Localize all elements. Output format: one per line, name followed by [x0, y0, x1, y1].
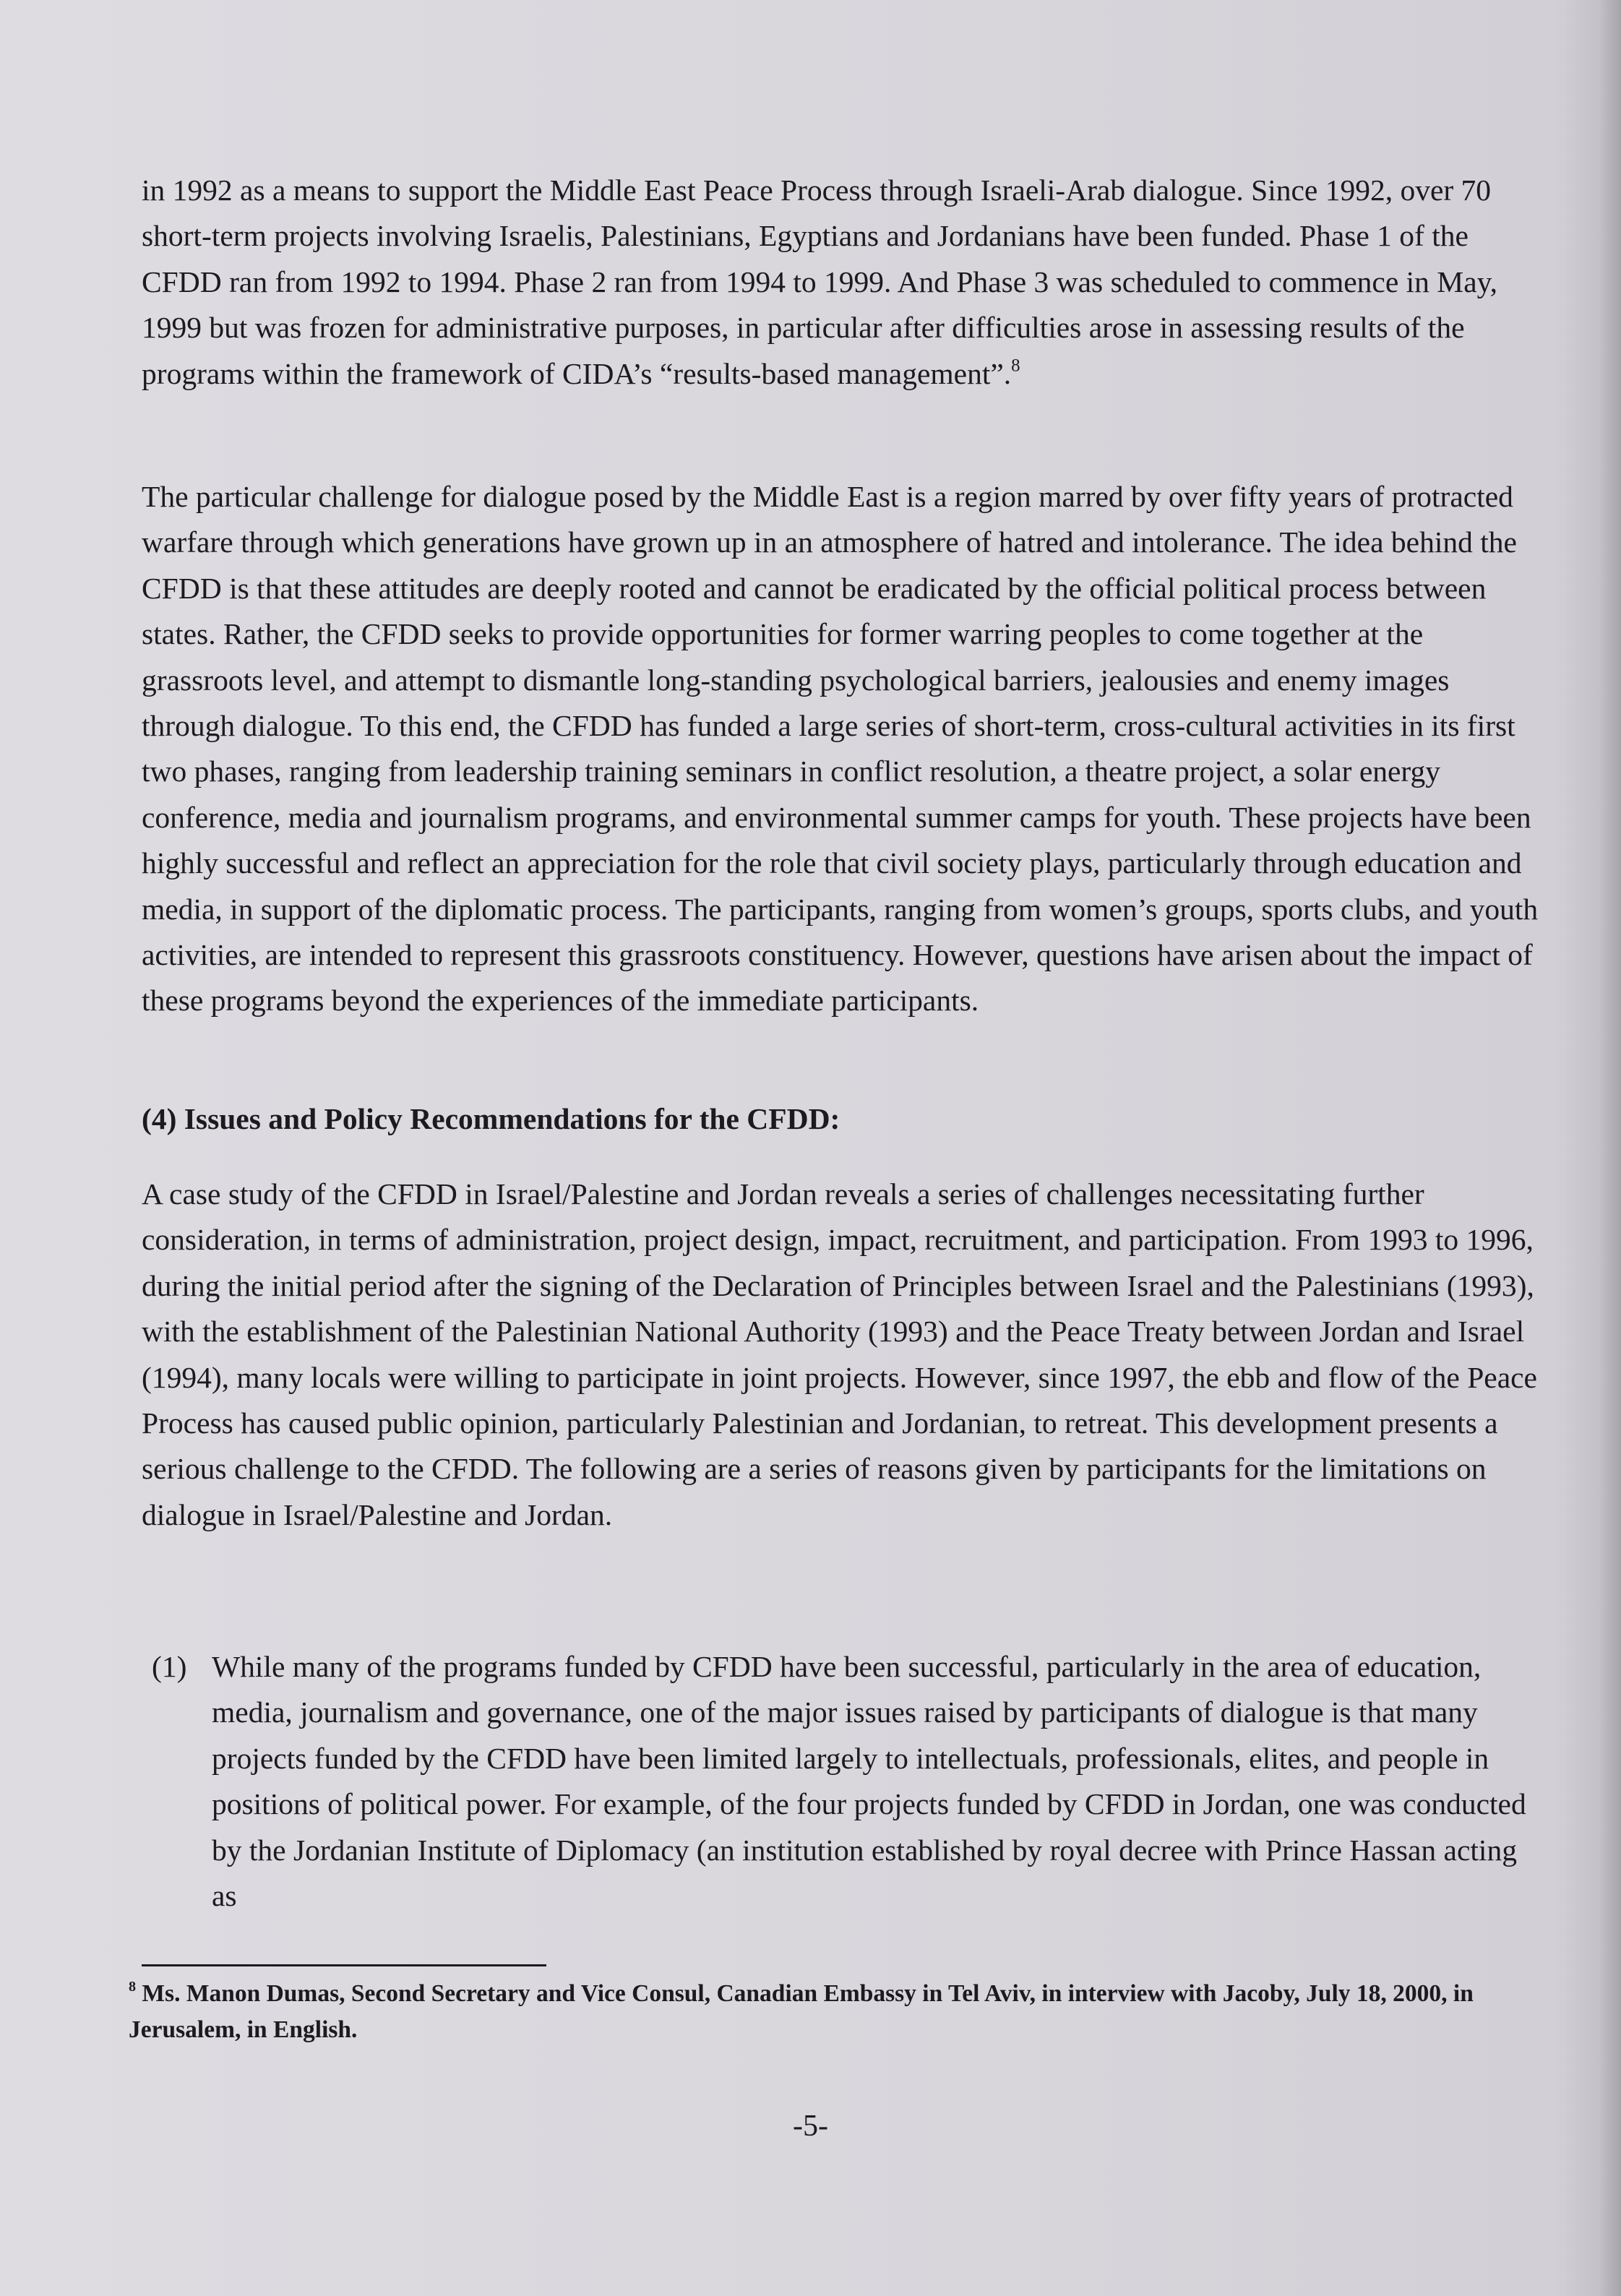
list-item-marker: (1): [152, 1650, 187, 1683]
paragraph-1-text: in 1992 as a means to support the Middle East Peace Process through Israeli-Arab dialogue. Since 1992, over 70 short-term projects involving Israelis, Palestinians, Egyptians and Jordanians have been funded. Phase 1 of the CFDD ran from 1992 to 1994. Phase 2 ran from 1994 to 1999. And Phase 3 was scheduled to commence in May, 1999 but was frozen for administrative purposes, in particular after difficulties arose in assessing results of the programs within the framework of CIDA’s “results-based management”.: [142, 173, 1498, 390]
paragraph-2-text: The particular challenge for dialogue posed by the Middle East is a region marred by over fifty years of protracted warfare through which generations have grown up in an atmosphere of hatred and intolerance. The idea behind the CFDD is that these attitudes are deeply rooted and cannot be eradicated by the official political process between states. Rather, the CFDD seeks to provide opportunities for former warring peoples to come together at the grassroots level, and attempt to dismantle long-standing psychological barriers, jealousies and enemy images through dialogue. To this end, the CFDD has funded a large series of short-term, cross-cultural activities in its first two phases, ranging from leadership training seminars in conflict resolution, a theatre project, a solar energy conference, media and journalism programs, and environmental summer camps for youth. These projects have been highly successful and reflect an appreciation for the role that civil society plays, particularly through education and media, in support of the diplomatic process. The participants, ranging from women’s groups, sports clubs, and youth activities, are intended to represent this grassroots constituency. However, questions have arisen about the impact of these programs beyond the experiences of the immediate participants.: [142, 480, 1539, 1018]
page-edge-shadow: [1599, 0, 1621, 2296]
paragraph-3-text: A case study of the CFDD in Israel/Palestine and Jordan reveals a series of challenges necessitating further consideration, in terms of administration, project design, impact, recruitment, and participation. From 1993 to 1996, during the initial period after the signing of the Declaration of Principles between Israel and the Palestinians (1993), with the establishment of the Palestinian National Authority (1993) and the Peace Treaty between Jordan and Israel (1994), many locals were willing to participate in joint projects. However, since 1997, the ebb and flow of the Peace Process has caused public opinion, particularly Palestinian and Jordanian, to retreat. This development presents a serious challenge to the CFDD. The following are a series of reasons given by participants for the limitations on dialogue in Israel/Palestine and Jordan.: [142, 1177, 1537, 1531]
paragraph-case-study: [142, 1171, 1540, 1538]
footnote: [129, 1976, 1545, 2048]
list-item-text: While many of the programs funded by CFDD have been successful, particularly in the area of education, media, journalism and governance, one of the major issues raised by participants of dialogue is that many projects funded by the CFDD have been limited largely to intellectuals, professionals, elites, and people in positions of political power. For example, of the four projects funded by CFDD in Jordan, one was conducted by the Jordanian Institute of Diplomacy (an institution established by royal decree with Prince Hassan acting as: [212, 1650, 1526, 1913]
footnote-reference[interactable]: 8: [1011, 356, 1020, 376]
section-heading: [142, 1096, 1540, 1142]
footnote-number: 8: [129, 1978, 137, 1995]
footnote-divider: [142, 1964, 546, 1966]
paragraph-middle-east-challenge: [142, 474, 1540, 1024]
paragraph-cfdd-history: [142, 168, 1540, 397]
section-heading-text: (4) Issues and Policy Recommendations for the CFDD:: [142, 1102, 840, 1135]
page-number: -5-: [793, 2110, 828, 2143]
footnote-text: Ms. Manon Dumas, Second Secretary and Vice Consul, Canadian Embassy in Tel Aviv, in interview with Jacoby, July 18, 2000, in Jerusalem, in English.: [129, 1980, 1474, 2043]
